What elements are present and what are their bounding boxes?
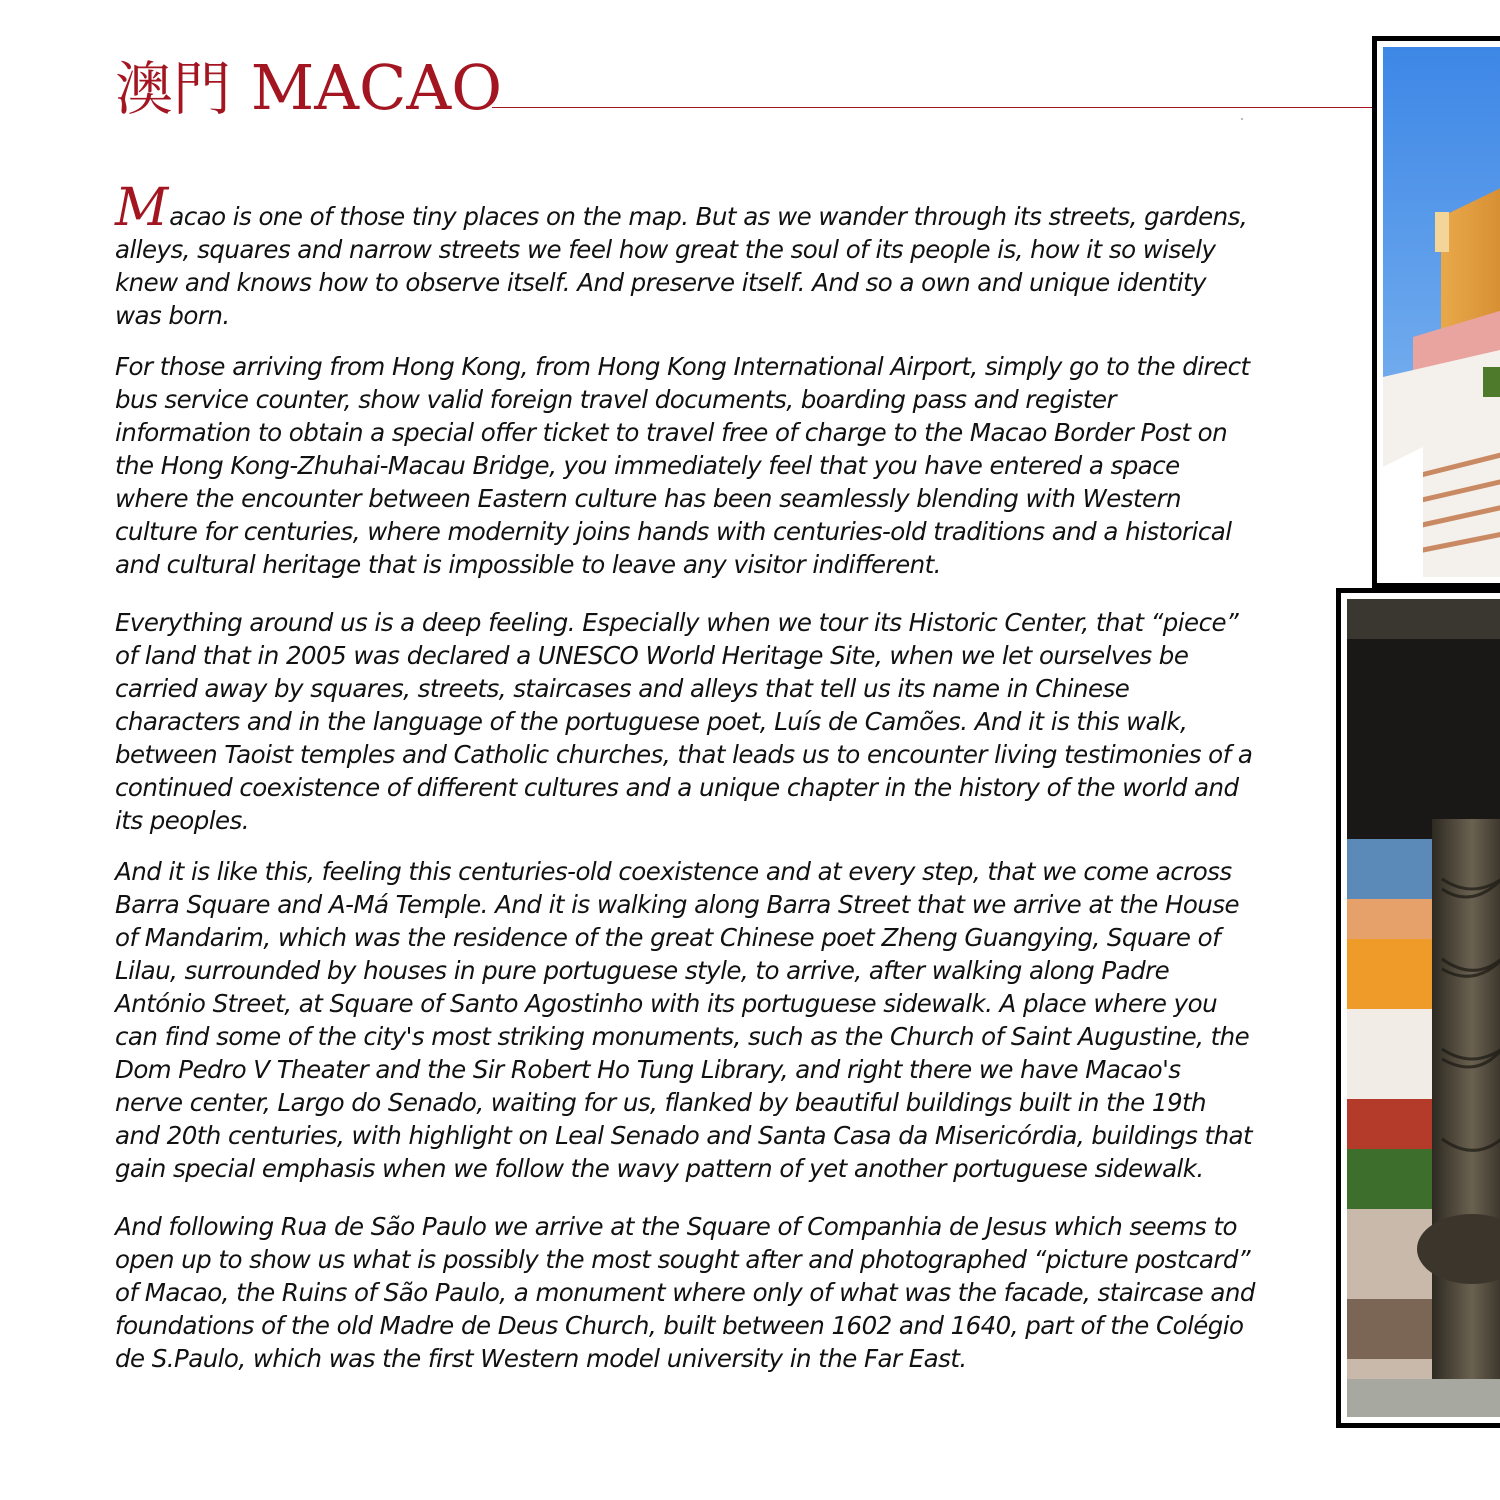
paragraph-3: Everything around us is a deep feeling. Especially when we tour its Historic Center, that “piece” of land that in 2005 was declared a UNESCO World Heritage Site, when we let ourselves be carried away by squares, streets, staircases and alleys that tell us its name in Chinese characters and in the language of the portuguese poet, Luís de Camões. And it is this walk, between Taoist temples and Catholic churches, that leads us to encounter living testimonies of a continued coexistence of different cultures and a unique chapter in the history of the world and its peoples. bbox=[115, 608, 1253, 835]
paragraph-1 bbox=[115, 178, 1255, 332]
church-image bbox=[1383, 47, 1500, 577]
paragraph-5: And following Rua de São Paulo we arrive at the Square of Companhia de Jesus which seems to open up to show us what is possibly the most sought after and photographed “picture postcard” of Macao, the Ruins of São Paulo, a monument where only of what was the facade, staircase and foundations of the old Madre de Deus Church, built between 1602 and 1640, part of the Colégio de S.Paulo, which was the first Western model university in the Far East. bbox=[115, 1212, 1255, 1373]
title-chinese: 澳門 bbox=[115, 55, 232, 123]
temple-image bbox=[1347, 599, 1500, 1417]
stray-dot bbox=[1241, 118, 1243, 120]
drop-cap: M bbox=[115, 178, 169, 238]
paragraph-4: And it is like this, feeling this centuries-old coexistence and at every step, that we come across Barra Square and A-Má Temple. And it is walking along Barra Street that we arrive at the House of Mandarim, which was the residence of the great Chinese poet Zheng Guangying, Square of Lilau, surrounded by houses in pure portuguese style, to arrive, after walking along Padre António Street, at Square of Santo Agostinho with its portuguese sidewalk. A place where you can find some of the city's most striking monuments, such as the Church of Saint Augustine, the Dom Pedro V Theater and the Sir Robert Ho Tung Library, and right there we have Macao's nerve center, Largo do Senado, waiting for us, flanked by beautiful buildings built in the 19th and 20th centuries, with highlight on Leal Senado and Santa Casa da Misericórdia, buildings that gain special emphasis when we follow the wavy pattern of yet another portuguese sidewalk. bbox=[115, 857, 1253, 1183]
article-body bbox=[115, 178, 1255, 1375]
title-latin: MACAO bbox=[250, 51, 503, 124]
page-title bbox=[115, 52, 502, 125]
paragraph-2: For those arriving from Hong Kong, from Hong Kong International Airport, simply go to the direct bus service counter, show valid foreign travel documents, boarding pass and register information to obtain a special offer ticket to travel free of charge to the Macao Border Post on the Hong Kong-Zhuhai-Macau Bridge, you immediately feel that you have entered a space where the encounter between Eastern culture has been seamlessly blending with Western culture for centuries, where modernity joins hands with centuries-old traditions and a historical and cultural heritage that is impossible to leave any visitor indifferent. bbox=[115, 352, 1250, 579]
photo-temple-pillar bbox=[1336, 588, 1500, 1428]
photo-church-facade bbox=[1372, 36, 1500, 588]
paragraph-1-text: acao is one of those tiny places on the map. But as we wander through its streets, gardens, alleys, squares and narrow streets we feel how great the soul of its people is, how it so wisely knew and knows how to observe itself. And preserve itself. And so a own and unique identity was born. bbox=[115, 202, 1248, 330]
title-underline bbox=[492, 107, 1372, 108]
